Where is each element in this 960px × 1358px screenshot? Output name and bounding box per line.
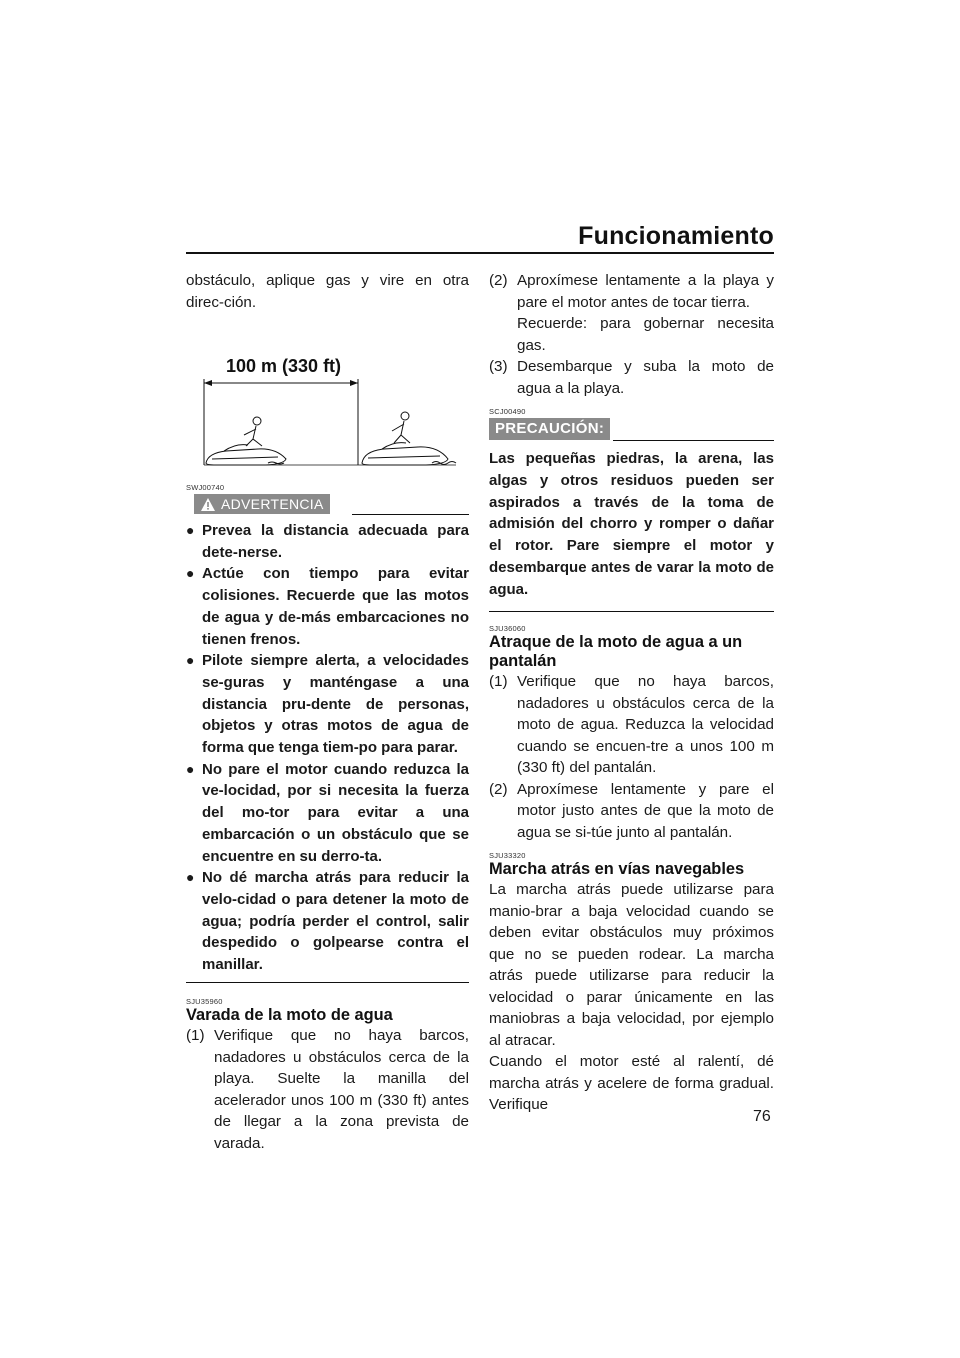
page-title: Funcionamiento bbox=[578, 222, 774, 250]
distance-label: 100 m (330 ft) bbox=[226, 356, 342, 376]
warning-item: ● Pilote siempre alerta, a velocidades se-guras y manténgase a una distancia pru-dente de personas, objetos y otras motos de agua de forma que tenga tiem-po para parar. bbox=[186, 652, 469, 757]
bullet-icon: ● bbox=[186, 522, 195, 538]
body-paragraph: La marcha atrás puede utilizarse para manio-brar a baja velocidad cuando se deben evitar obstáculos muy próximos que no se pueden rodear. La marcha atrás puede utilizarse para reducir la velocidad o parar únicamente en las maniobras a baja velocidad, por ejemplo al atracar. bbox=[489, 881, 774, 1049]
body-paragraph: Cuando el motor esté al ralentí, dé marcha atrás y acelere de forma gradual. Verifique bbox=[489, 1053, 774, 1114]
step-list-continued bbox=[489, 270, 774, 399]
intro-paragraph: obstáculo, aplique gas y vire en otra direc-ción. bbox=[186, 272, 469, 311]
distance-figure bbox=[186, 313, 469, 473]
step-list bbox=[489, 671, 774, 843]
warning-item: ● No dé marcha atrás para reducir la velo-cidad o para detener la moto de agua; podría perder el control, salir despedido o golpearse contra el manillar. bbox=[186, 869, 469, 974]
right-column bbox=[489, 270, 774, 1116]
bullet-icon: ● bbox=[186, 652, 195, 669]
warning-item: ● Prevea la distancia adecuada para dete-nerse. bbox=[186, 522, 469, 561]
jet-ski-right-icon bbox=[362, 412, 456, 465]
caution-rule bbox=[613, 440, 774, 442]
section-code: SJU35960 bbox=[186, 997, 223, 1007]
warning-label: ADVERTENCIA bbox=[221, 496, 324, 512]
step-list bbox=[186, 1025, 469, 1154]
step-item: (2) Aproxímese lentamente a la playa y pare el motor antes de tocar tierra. Recuerde: para gobernar necesita gas. bbox=[489, 272, 774, 354]
caution-badge: PRECAUCIÓN: bbox=[489, 418, 610, 440]
section-heading: Marcha atrás en vías navegables bbox=[489, 860, 745, 879]
bullet-icon: ● bbox=[186, 565, 195, 582]
section-heading: Atraque de la moto de agua a un pantalán bbox=[489, 633, 743, 671]
caution-text: Las pequeñas piedras, la arena, las algas y otros residuos pueden ser aspirados a través de la toma de admisión del chorro y romper o dañar el rotor. Pare siempre el motor y desembarque antes de varar la moto de agua. bbox=[489, 450, 774, 598]
bullet-icon: ● bbox=[186, 869, 195, 886]
warning-rule bbox=[352, 514, 469, 516]
section-heading: Varada de la moto de agua bbox=[186, 1006, 393, 1025]
section-code: SJU36060 bbox=[489, 624, 526, 634]
caution-code: SCJ00490 bbox=[489, 407, 526, 416]
step-item: (2) Aproxímese lentamente y pare el motor justo antes de que la moto de agua se si-túe junto al pantalán. bbox=[489, 780, 774, 841]
section-code: SJU33320 bbox=[489, 851, 526, 861]
caution-end-rule bbox=[489, 611, 774, 613]
warning-item: ● No pare el motor cuando reduzca la ve-locidad, por si necesita la fuerza del mo-tor para evitar a una embarcación o un obstáculo que se encuentre en su derro-ta. bbox=[186, 760, 469, 865]
step-item: (1) Verifique que no haya barcos, nadadores u obstáculos cerca de la moto de agua. Reduzca la velocidad cuando se encuen-tre a unos 100 m (330 ft) del pantalán. bbox=[489, 673, 774, 777]
jet-ski-distance-illustration bbox=[186, 313, 469, 473]
warning-list bbox=[186, 520, 469, 976]
caution-header bbox=[489, 418, 774, 442]
jet-ski-left-icon bbox=[206, 417, 286, 465]
step-item: (1) Verifique que no haya barcos, nadadores u obstáculos cerca de la playa. Suelte la manilla del acelerador unos 100 m (330 ft) antes de llegar a la zona prevista de varada. bbox=[186, 1027, 469, 1152]
bullet-icon: ● bbox=[186, 760, 195, 777]
step-item: (3) Desembarque y suba la moto de agua a la playa. bbox=[489, 358, 774, 397]
page-number: 76 bbox=[753, 1108, 771, 1125]
warning-code: SWJ00740 bbox=[186, 483, 225, 492]
left-column bbox=[186, 270, 469, 1154]
warning-triangle-icon bbox=[200, 497, 216, 512]
header-rule bbox=[186, 252, 774, 254]
warning-header bbox=[186, 494, 469, 516]
warning-end-rule bbox=[186, 982, 469, 984]
warning-item: ● Actúe con tiempo para evitar colisiones. Recuerde que las motos de agua y de-más embarcaciones no tienen frenos. bbox=[186, 565, 469, 648]
warning-badge bbox=[194, 494, 330, 514]
